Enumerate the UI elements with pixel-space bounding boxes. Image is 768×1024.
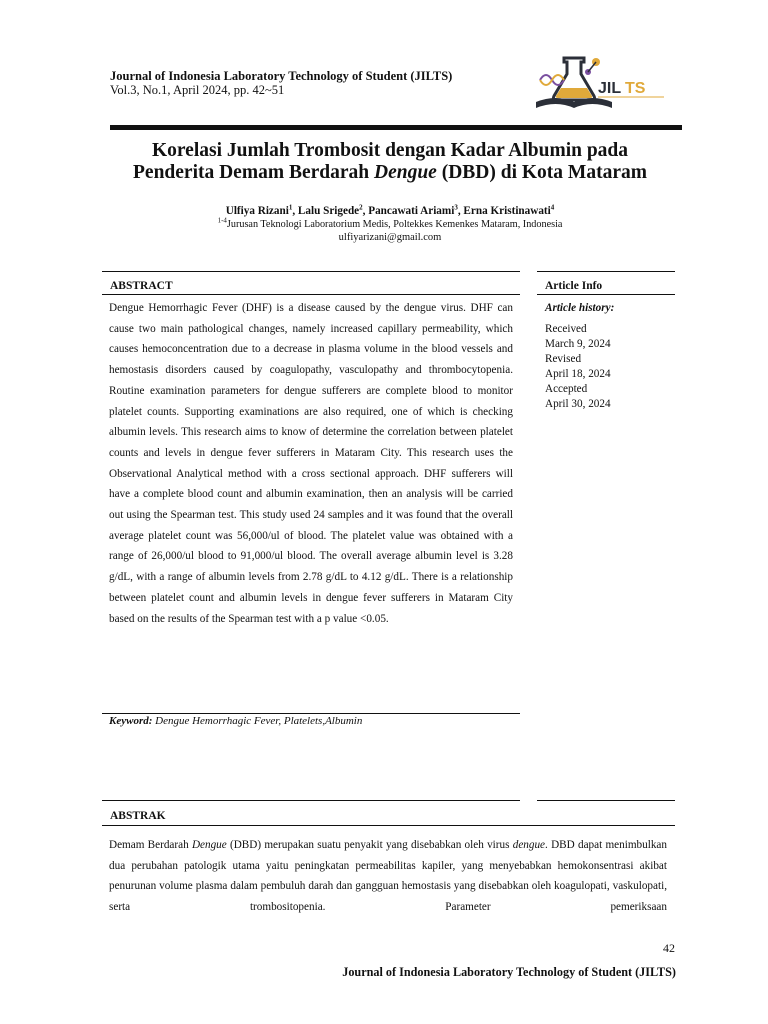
author-list: Ulfiya Rizani$^1$, Lalu Srigede$^2$, Pancawati Ariami$^3$, Erna Kristinawati$^4$ (225, 203, 555, 217)
title-line-2: Penderita Demam Berdarah Dengue (DBD) di Kota Mataram (133, 162, 647, 183)
abstrak-heading: ABSTRAK (110, 810, 166, 822)
article-info-top-rule (537, 271, 675, 272)
logo-text-accent: TS (625, 80, 646, 97)
abstract-heading: ABSTRACT (110, 280, 173, 292)
accepted-date: April 30, 2024 (545, 398, 611, 410)
author-email: ulfiyarizani@gmail.com (338, 232, 442, 243)
revised-date: April 18, 2024 (545, 368, 611, 380)
keyword-text: Dengue Hemorrhagic Fever, Platelets,Albumin (152, 715, 363, 727)
article-history-list (545, 322, 611, 412)
abstract-top-rule (102, 271, 520, 272)
abstrak-body: Demam Berdarah Dengue (DBD) merupakan suatu penyakit yang disebabkan oleh virus dengue. DBD dapat menimbulkan dua perubahan patologik utama yaitu peningkatan permeabilitas kapiler, yang menyebabkan hemokonsentrasi akibat penurunan volume plasma dalam pembuluh darah dan gangguan hemostasis yang disebabkan oleh koagulopati, vaskulopati, serta trombositopenia. Parameter pemeriksaan (109, 839, 667, 913)
article-info-heading-rule (537, 294, 675, 295)
affiliation: $^{1-4}$Jurusan Teknologi Laboratorium Medis, Poltekkes Kemenkes Mataram, Indonesia (217, 216, 563, 230)
keyword-rule (102, 713, 520, 714)
title-line-1: Korelasi Jumlah Trombosit dengan Kadar Albumin pada (151, 140, 629, 161)
received-date: March 9, 2024 (545, 338, 611, 350)
abstrak-top-rule (102, 800, 520, 801)
article-history-label: Article history: (545, 302, 615, 314)
footer-journal-name: Journal of Indonesia Laboratory Technology of Student (JILTS) (342, 965, 676, 979)
logo-text-primary: JIL (598, 80, 622, 97)
received-label: Received (545, 323, 587, 335)
keyword-label: Keyword: (109, 715, 153, 727)
page-number: 42 (663, 941, 675, 955)
header-rule (110, 125, 682, 130)
flask-book-icon (530, 50, 670, 116)
journal-name: Journal of Indonesia Laboratory Technology of Student (JILTS) (110, 69, 453, 83)
revised-label: Revised (545, 353, 582, 365)
abstrak-heading-rule (102, 825, 675, 826)
accepted-label: Accepted (545, 383, 588, 395)
journal-volume-info: Vol.3, No.1, April 2024, pp. 42~51 (110, 83, 285, 97)
keywords (109, 715, 362, 727)
paper-title (100, 140, 680, 184)
abstract-heading-rule (102, 294, 520, 295)
article-info-heading: Article Info (545, 280, 603, 292)
abstrak-top-rule-right (537, 800, 675, 801)
journal-logo (530, 50, 670, 116)
abstract-body: Dengue Hemorrhagic Fever (DHF) is a disease caused by the dengue virus. DHF can cause two main pathological changes, namely increased capillary permeability, which causes hemoconcentration due to a decrease in plasma volume in the blood vessels and hemostasis disorders caused by coagulopathy, vasculopathy and thrombocytopenia. Routine examination parameters for dengue sufferers are complete blood to monitor platelet counts. Supporting examinations are also required, one of which is checking albumin levels. This research aims to know of determine the correlation between platelet counts and levels in dengue fever sufferers in Mataram City. This research uses the Observational Analytical method with a cross sectional approach. DHF sufferers will have a complete blood count and albumin examination, then an analysis will be carried out using the Spearman test. This study used 24 samples and it was found that the overall average platelet count was 56,000/ul of blood. The platelet value was obtained with a range of 26,000/ul blood to 91,000/ul blood. The overall average albumin level is 3.28 g/dL, with a range of albumin levels from 2.78 g/dL to 4.12 g/dL. There is a relationship between platelet count and albumin levels in dengue fever sufferers in Mataram City based on the results of the Spearman test with a p value <0.05. (109, 302, 513, 625)
